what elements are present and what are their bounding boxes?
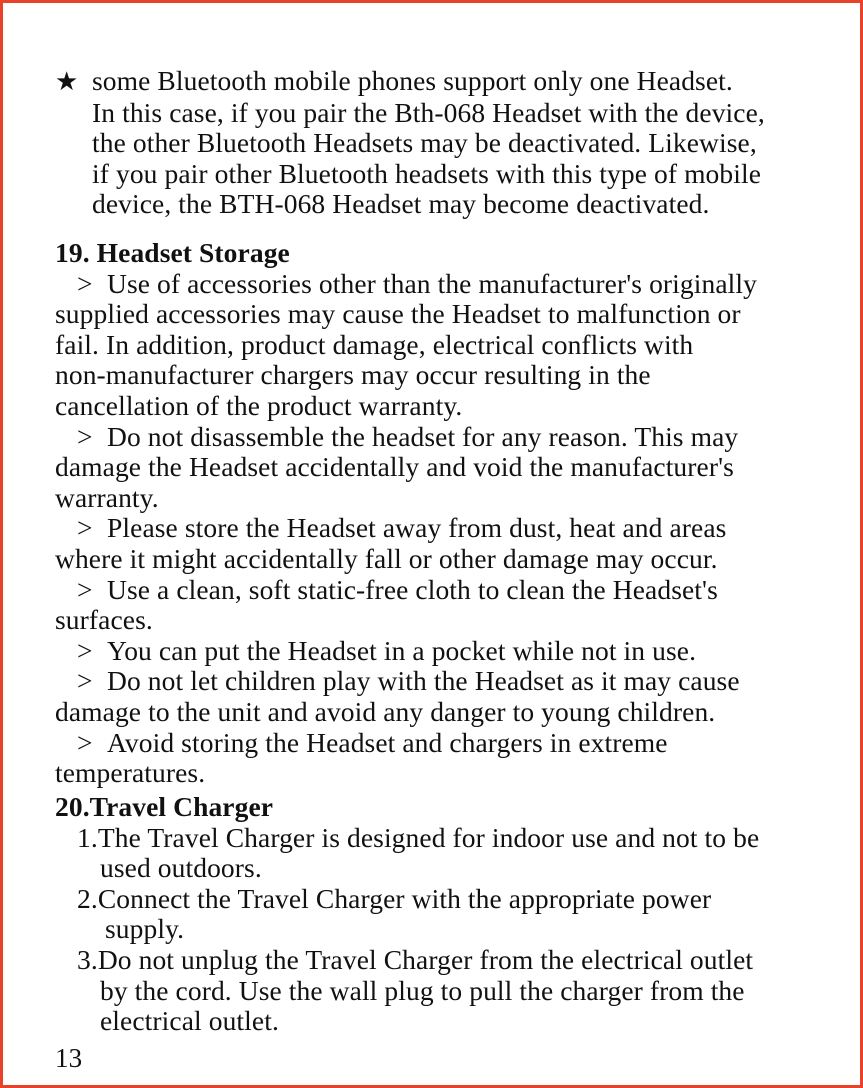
storage-bullet (55, 269, 845, 422)
note-line: device, the BTH-068 Headset may become deactivated. (92, 188, 710, 220)
bullet-line: supplied accessories may cause the Headset to malfunction or (55, 298, 741, 330)
headset-storage-section (55, 238, 845, 789)
arrow-bullet-icon: > (77, 512, 93, 544)
bullet-line: surfaces. (55, 604, 153, 636)
storage-bullet (55, 666, 845, 727)
bullet-text: Use a clean, soft static-free cloth to clean the Headset's (107, 573, 718, 605)
arrow-bullet-icon: > (77, 726, 93, 758)
note-line: if you pair other Bluetooth headsets with this type of mobile (92, 157, 762, 189)
arrow-bullet-icon: > (77, 420, 93, 452)
bullet-first-line (55, 636, 845, 667)
item-first-line: 2.Connect the Travel Charger with the appropriate power (77, 882, 712, 914)
item-first-line: 1.The Travel Charger is designed for indoor use and not to be (77, 821, 760, 853)
item-line: used outdoors. (100, 852, 262, 884)
bullet-first-line (55, 422, 845, 453)
item-line: supply. (105, 913, 185, 945)
bullet-line: temperatures. (55, 757, 206, 789)
bullet-line: where it might accidentally fall or other damage may occur. (55, 542, 718, 574)
storage-bullet (55, 728, 845, 789)
item-line: by the cord. Use the wall plug to pull the charger from the (100, 974, 745, 1006)
bullet-line: warranty. (55, 481, 159, 513)
section-heading: 20.Travel Charger (55, 791, 274, 822)
travel-charger-section (55, 792, 845, 1037)
bullet-first-line (55, 666, 845, 697)
storage-bullet (55, 636, 845, 667)
arrow-bullet-icon: > (77, 267, 93, 299)
charger-item (55, 945, 845, 1037)
note-line (55, 66, 845, 98)
pairing-note (55, 66, 845, 220)
bullet-first-line (55, 728, 845, 759)
arrow-bullet-icon: > (77, 573, 93, 605)
arrow-bullet-icon: > (77, 634, 93, 666)
storage-bullet (55, 513, 845, 574)
bullet-first-line (55, 513, 845, 544)
section-heading: 19. Headset Storage (55, 237, 290, 268)
bullet-line: damage the Headset accidentally and void the manufacturer's (55, 451, 734, 483)
star-icon: ★ (55, 67, 79, 96)
item-first-line: 3.Do not unplug the Travel Charger from the electrical outlet (77, 943, 754, 975)
charger-item (55, 823, 845, 884)
bullet-text: You can put the Headset in a pocket while not in use. (107, 634, 697, 666)
item-line: electrical outlet. (100, 1005, 279, 1037)
bullet-text: Do not let children play with the Headset as it may cause (107, 665, 740, 697)
bullet-text: Do not disassemble the headset for any reason. This may (107, 420, 739, 452)
bullet-first-line (55, 269, 845, 300)
note-line: In this case, if you pair the Bth-068 Headset with the device, (92, 96, 765, 128)
note-line: the other Bluetooth Headsets may be deactivated. Likewise, (92, 127, 757, 159)
bullet-line: fail. In addition, product damage, electrical conflicts with (55, 328, 694, 360)
bullet-text: Use of accessories other than the manufacturer's originally (107, 267, 757, 299)
bullet-text: Avoid storing the Headset and chargers in extreme (107, 726, 668, 758)
charger-item (55, 884, 845, 945)
bullet-line: damage to the unit and avoid any danger to young children. (55, 695, 716, 727)
page-number: 13 (55, 1043, 83, 1073)
arrow-bullet-icon: > (77, 665, 93, 697)
storage-bullet (55, 575, 845, 636)
bullet-first-line (55, 575, 845, 606)
bullet-line: cancellation of the product warranty. (55, 389, 463, 421)
bullet-line: non-manufacturer chargers may occur resulting in the (55, 359, 651, 391)
bullet-text: Please store the Headset away from dust, heat and areas (107, 512, 727, 544)
note-line-text: some Bluetooth mobile phones support only one Headset. (92, 65, 733, 96)
storage-bullet (55, 422, 845, 514)
